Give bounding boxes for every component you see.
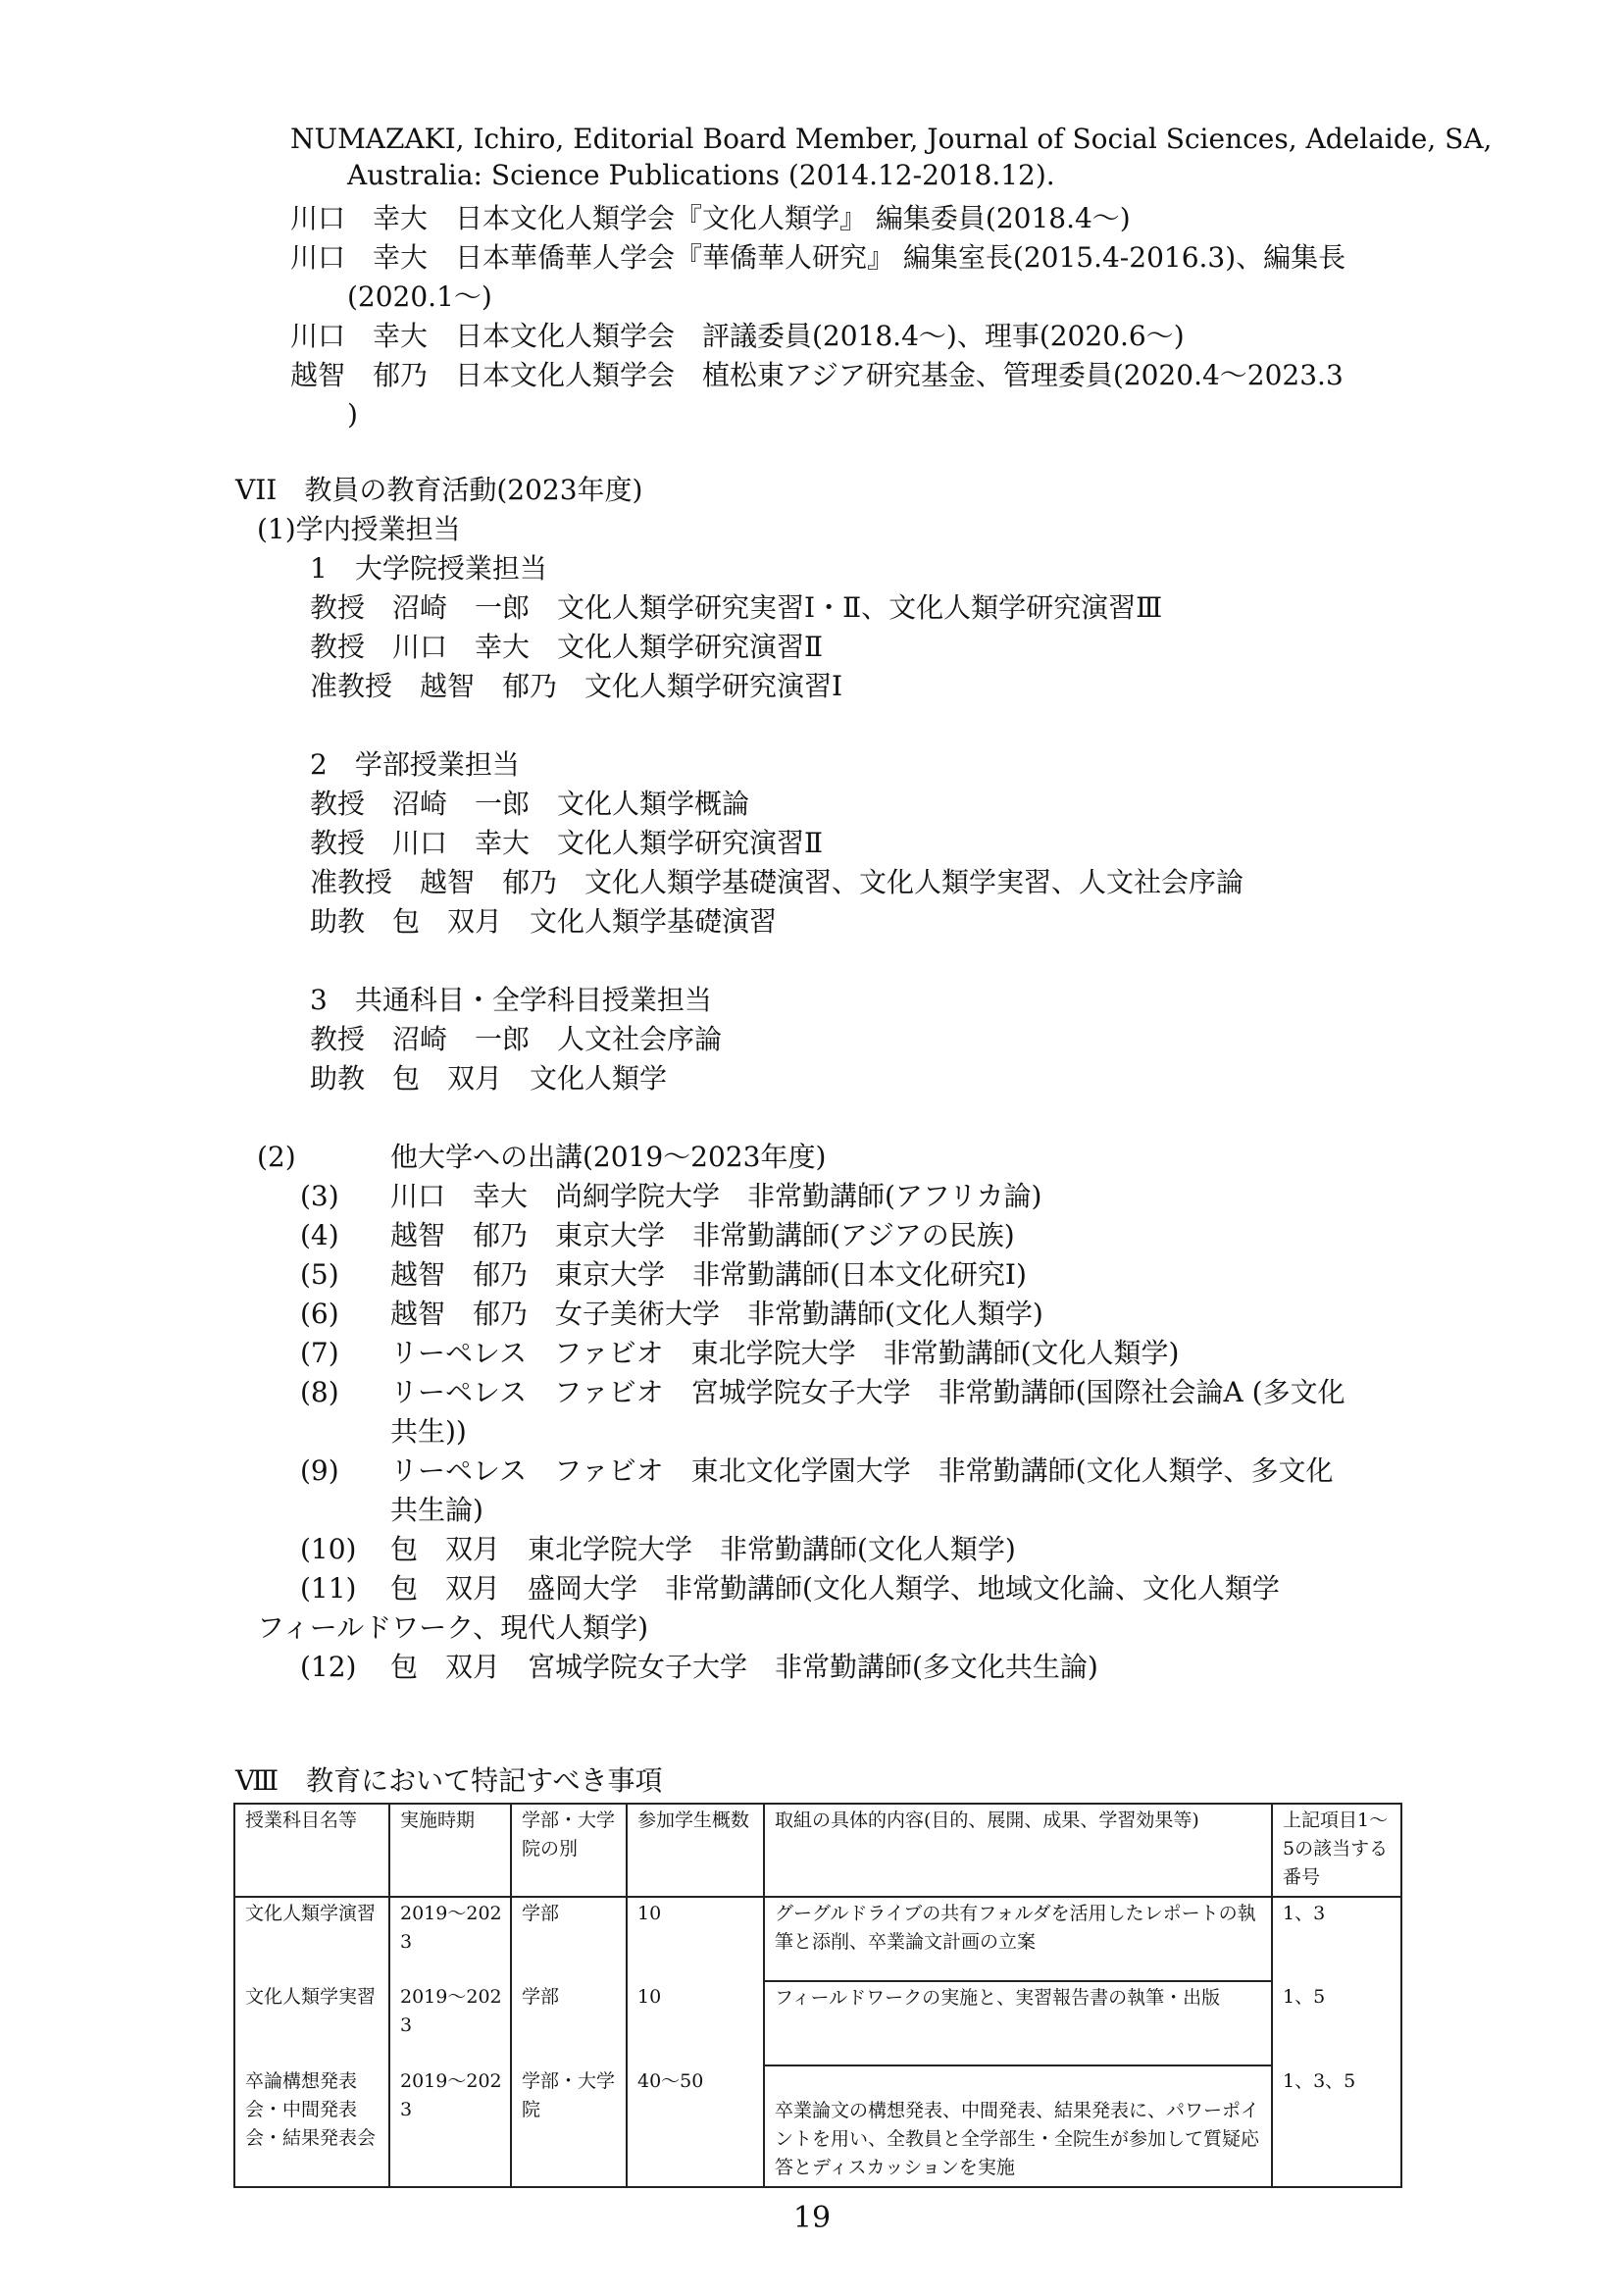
list-item: 越智 郁乃 東京大学 非常勤講師(アジアの民族) bbox=[390, 1219, 1015, 1251]
list-number: (5) bbox=[300, 1258, 339, 1291]
editorial-line: ) bbox=[347, 398, 358, 431]
editorial-line: 川口 幸大 日本文化人類学会『文化人類学』 編集委員(2018.4～) bbox=[290, 202, 1131, 234]
section-heading: VII 教員の教育活動(2023年度) bbox=[235, 474, 643, 506]
table-cell: 学部・大学院 bbox=[511, 2065, 627, 2187]
editorial-line: 越智 郁乃 日本文化人類学会 植松東アジア研究基金、管理委員(2020.4～2023.3 bbox=[290, 359, 1344, 391]
page-number: 19 bbox=[792, 2201, 832, 2235]
table-cell: 2019～2023 bbox=[389, 1981, 511, 2065]
course-item: 教授 川口 幸大 文化人類学研究演習Ⅱ bbox=[310, 631, 824, 663]
list-item-continuation: 共生)) bbox=[390, 1415, 467, 1448]
subsection-heading: 他大学への出講(2019～2023年度) bbox=[390, 1141, 827, 1173]
subsection-heading: 2 学部授業担当 bbox=[310, 748, 520, 781]
table-cell: 2019～2023 bbox=[389, 2065, 511, 2187]
list-item: 川口 幸大 尚絅学院大学 非常勤講師(アフリカ論) bbox=[390, 1180, 1042, 1212]
table-cell: 学部 bbox=[511, 1897, 627, 1981]
table-cell: 文化人類学演習 bbox=[234, 1897, 389, 1981]
table-cell: 1、3、5 bbox=[1272, 2065, 1401, 2187]
table-header-cell: 実施時期 bbox=[389, 1804, 511, 1897]
table-header-cell: 参加学生概数 bbox=[627, 1804, 764, 1897]
table-cell: 学部 bbox=[511, 1981, 627, 2065]
editorial-line: NUMAZAKI, Ichiro, Editorial Board Member, Journal of Social Sciences, Adelaide, SA, bbox=[290, 123, 1493, 155]
course-item: 准教授 越智 郁乃 文化人類学研究演習Ⅰ bbox=[310, 670, 843, 702]
list-item: リーペレス ファビオ 東北文化学園大学 非常勤講師(文化人類学、多文化 bbox=[390, 1454, 1334, 1487]
table-row bbox=[234, 1981, 1401, 2065]
table-cell: 1、5 bbox=[1272, 1981, 1401, 2065]
list-item: 包 双月 宮城学院女子大学 非常勤講師(多文化共生論) bbox=[390, 1651, 1098, 1683]
list-number: (8) bbox=[300, 1376, 339, 1408]
table-cell: 10 bbox=[627, 1981, 764, 2065]
table-header-cell: 上記項目1～5の該当する番号 bbox=[1272, 1804, 1401, 1897]
list-number: (11) bbox=[300, 1572, 357, 1605]
list-item: リーペレス ファビオ 宮城学院女子大学 非常勤講師(国際社会論A (多文化 bbox=[390, 1376, 1345, 1408]
education-table bbox=[233, 1803, 1402, 2188]
table-cell: 1、3 bbox=[1272, 1897, 1401, 1981]
table-cell: 文化人類学実習 bbox=[234, 1981, 389, 2065]
list-item: 越智 郁乃 女子美術大学 非常勤講師(文化人類学) bbox=[390, 1298, 1043, 1330]
course-item: 助教 包 双月 文化人類学 bbox=[310, 1062, 668, 1095]
course-item: 教授 沼崎 一郎 文化人類学研究実習Ⅰ・Ⅱ、文化人類学研究演習Ⅲ bbox=[310, 591, 1163, 624]
list-number: (12) bbox=[300, 1651, 357, 1683]
table-header-cell: 取組の具体的内容(目的、展開、成果、学習効果等) bbox=[764, 1804, 1272, 1897]
table-cell: 卒業論文の構想発表、中間発表、結果発表に、パワーポイントを用い、全教員と全学部生・全院生が参加して質疑応答とディスカッションを実施 bbox=[764, 2065, 1272, 2187]
list-number: (10) bbox=[300, 1533, 357, 1565]
list-number: (3) bbox=[300, 1180, 339, 1212]
list-number: (2) bbox=[257, 1141, 296, 1173]
table-row bbox=[234, 1897, 1401, 1981]
table-cell: 10 bbox=[627, 1897, 764, 1981]
list-item: 包 双月 東北学院大学 非常勤講師(文化人類学) bbox=[390, 1533, 1016, 1565]
editorial-line: 川口 幸大 日本華僑華人学会『華僑華人研究』 編集室長(2015.4-2016.3)、編集長 bbox=[290, 241, 1346, 274]
section-heading: Ⅷ 教育において特記すべき事項 bbox=[235, 1764, 663, 1797]
course-item: 教授 沼崎 一郎 文化人類学概論 bbox=[310, 788, 750, 820]
table-cell: 卒論構想発表会・中間発表会・結果発表会 bbox=[234, 2065, 389, 2187]
course-item: 教授 川口 幸大 文化人類学研究演習Ⅱ bbox=[310, 827, 824, 859]
list-item: 越智 郁乃 東京大学 非常勤講師(日本文化研究I) bbox=[390, 1258, 1027, 1291]
list-number: (4) bbox=[300, 1219, 339, 1251]
list-number: (9) bbox=[300, 1454, 339, 1487]
table-cell: 2019～2023 bbox=[389, 1897, 511, 1981]
table-cell: フィールドワークの実施と、実習報告書の執筆・出版 bbox=[764, 1981, 1272, 2065]
course-item: 教授 沼崎 一郎 人文社会序論 bbox=[310, 1023, 723, 1055]
table-header-row bbox=[234, 1804, 1401, 1897]
editorial-line: 川口 幸大 日本文化人類学会 評議委員(2018.4～)、理事(2020.6～) bbox=[290, 320, 1185, 352]
list-item-continuation: 共生論) bbox=[390, 1494, 483, 1526]
table-header-cell: 学部・大学院の別 bbox=[511, 1804, 627, 1897]
table-cell: グーグルドライブの共有フォルダを活用したレポートの執筆と添削、卒業論文計画の立案 bbox=[764, 1897, 1272, 1981]
list-item: 包 双月 盛岡大学 非常勤講師(文化人類学、地域文化論、文化人類学 bbox=[390, 1572, 1280, 1605]
list-number: (6) bbox=[300, 1298, 339, 1330]
list-item: リーペレス ファビオ 東北学院大学 非常勤講師(文化人類学) bbox=[390, 1337, 1180, 1369]
editorial-line: (2020.1～) bbox=[347, 280, 492, 313]
list-number: (7) bbox=[300, 1337, 339, 1369]
subsection-heading: 3 共通科目・全学科目授業担当 bbox=[310, 984, 712, 1016]
table-header-cell: 授業科目名等 bbox=[234, 1804, 389, 1897]
editorial-line: Australia: Science Publications (2014.12-2018.12). bbox=[347, 159, 1055, 191]
subsection-heading: (1)学内授業担当 bbox=[257, 513, 461, 545]
course-item: 助教 包 双月 文化人類学基礎演習 bbox=[310, 905, 778, 938]
table-row bbox=[234, 2065, 1401, 2187]
list-item-continuation: フィールドワーク、現代人類学) bbox=[257, 1611, 649, 1644]
course-item: 准教授 越智 郁乃 文化人類学基礎演習、文化人類学実習、人文社会序論 bbox=[310, 866, 1244, 898]
subsection-heading: 1 大学院授業担当 bbox=[310, 552, 547, 585]
table-cell: 40～50 bbox=[627, 2065, 764, 2187]
